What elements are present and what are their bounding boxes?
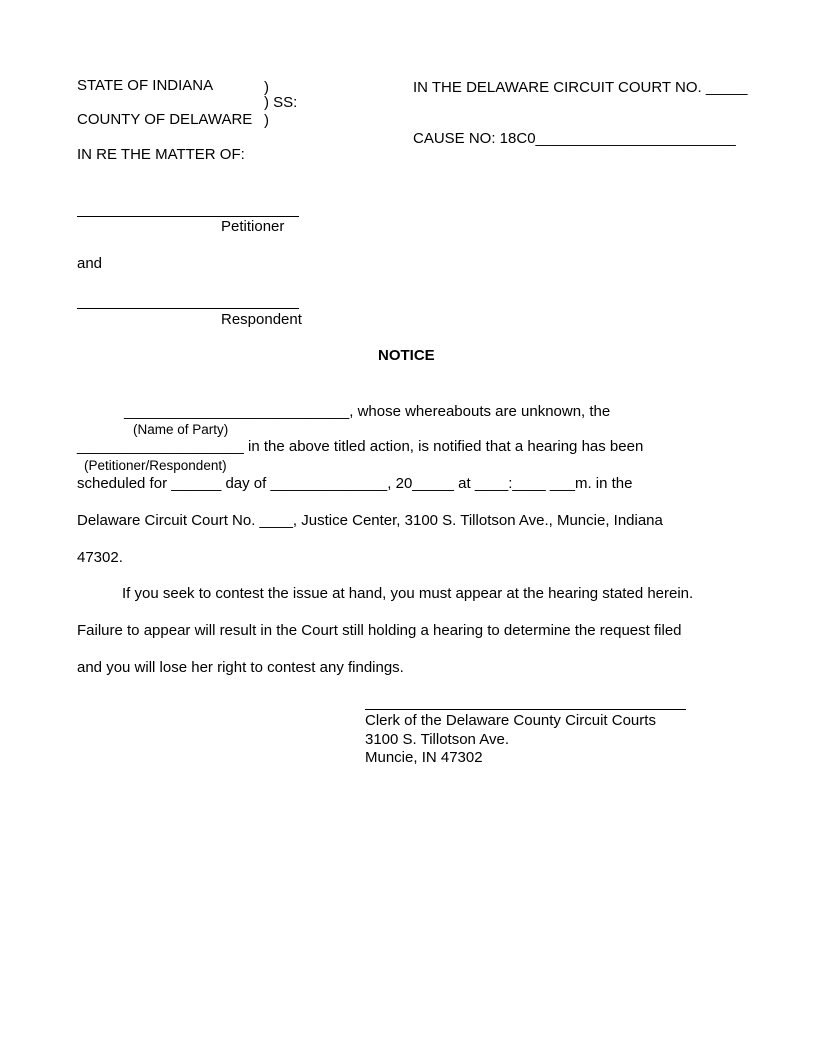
notice-line-4: Delaware Circuit Court No. ____, Justice Center, 3100 S. Tillotson Ave., Muncie, Indiana — [77, 512, 663, 529]
ss-label: ) SS: — [264, 94, 298, 111]
cause-number: CAUSE NO: 18C0________________________ — [413, 130, 736, 147]
petitioner-respondent-caption: (Petitioner/Respondent) — [84, 458, 227, 473]
clerk-city: Muncie, IN 47302 — [365, 749, 483, 766]
respondent-label: Respondent — [221, 311, 302, 328]
clerk-title: Clerk of the Delaware County Circuit Courts — [365, 712, 656, 729]
notice-line-8: and you will lose her right to contest any findings. — [77, 659, 404, 676]
state-label: STATE OF INDIANA — [77, 77, 214, 94]
county-label: COUNTY OF DELAWARE — [77, 111, 253, 128]
county-paren: ) — [264, 112, 269, 129]
notice-line-1: ___________________________, whose whereabouts are unknown, the — [124, 403, 611, 420]
notice-line-6: If you seek to contest the issue at hand, you must appear at the hearing stated herein. — [122, 585, 694, 602]
name-of-party-caption: (Name of Party) — [133, 422, 229, 437]
state-paren: ) — [264, 79, 269, 96]
clerk-signature-line — [365, 709, 686, 710]
respondent-signature-line — [77, 308, 299, 309]
petitioner-label: Petitioner — [221, 218, 285, 235]
court-heading: IN THE DELAWARE CIRCUIT COURT NO. _____ — [413, 79, 748, 96]
in-re-label: IN RE THE MATTER OF: — [77, 146, 245, 163]
notice-line-2: ____________________ in the above titled action, is notified that a hearing has been — [77, 438, 644, 455]
notice-title: NOTICE — [378, 347, 435, 364]
notice-line-7: Failure to appear will result in the Court still holding a hearing to determine the request filed — [77, 622, 682, 639]
petitioner-signature-line — [77, 216, 299, 217]
and-label: and — [77, 255, 103, 272]
notice-line-5: 47302. — [77, 549, 123, 566]
clerk-address: 3100 S. Tillotson Ave. — [365, 731, 509, 748]
notice-line-3: scheduled for ______ day of ______________, 20_____ at ____:____ ___m. in the — [77, 475, 633, 492]
